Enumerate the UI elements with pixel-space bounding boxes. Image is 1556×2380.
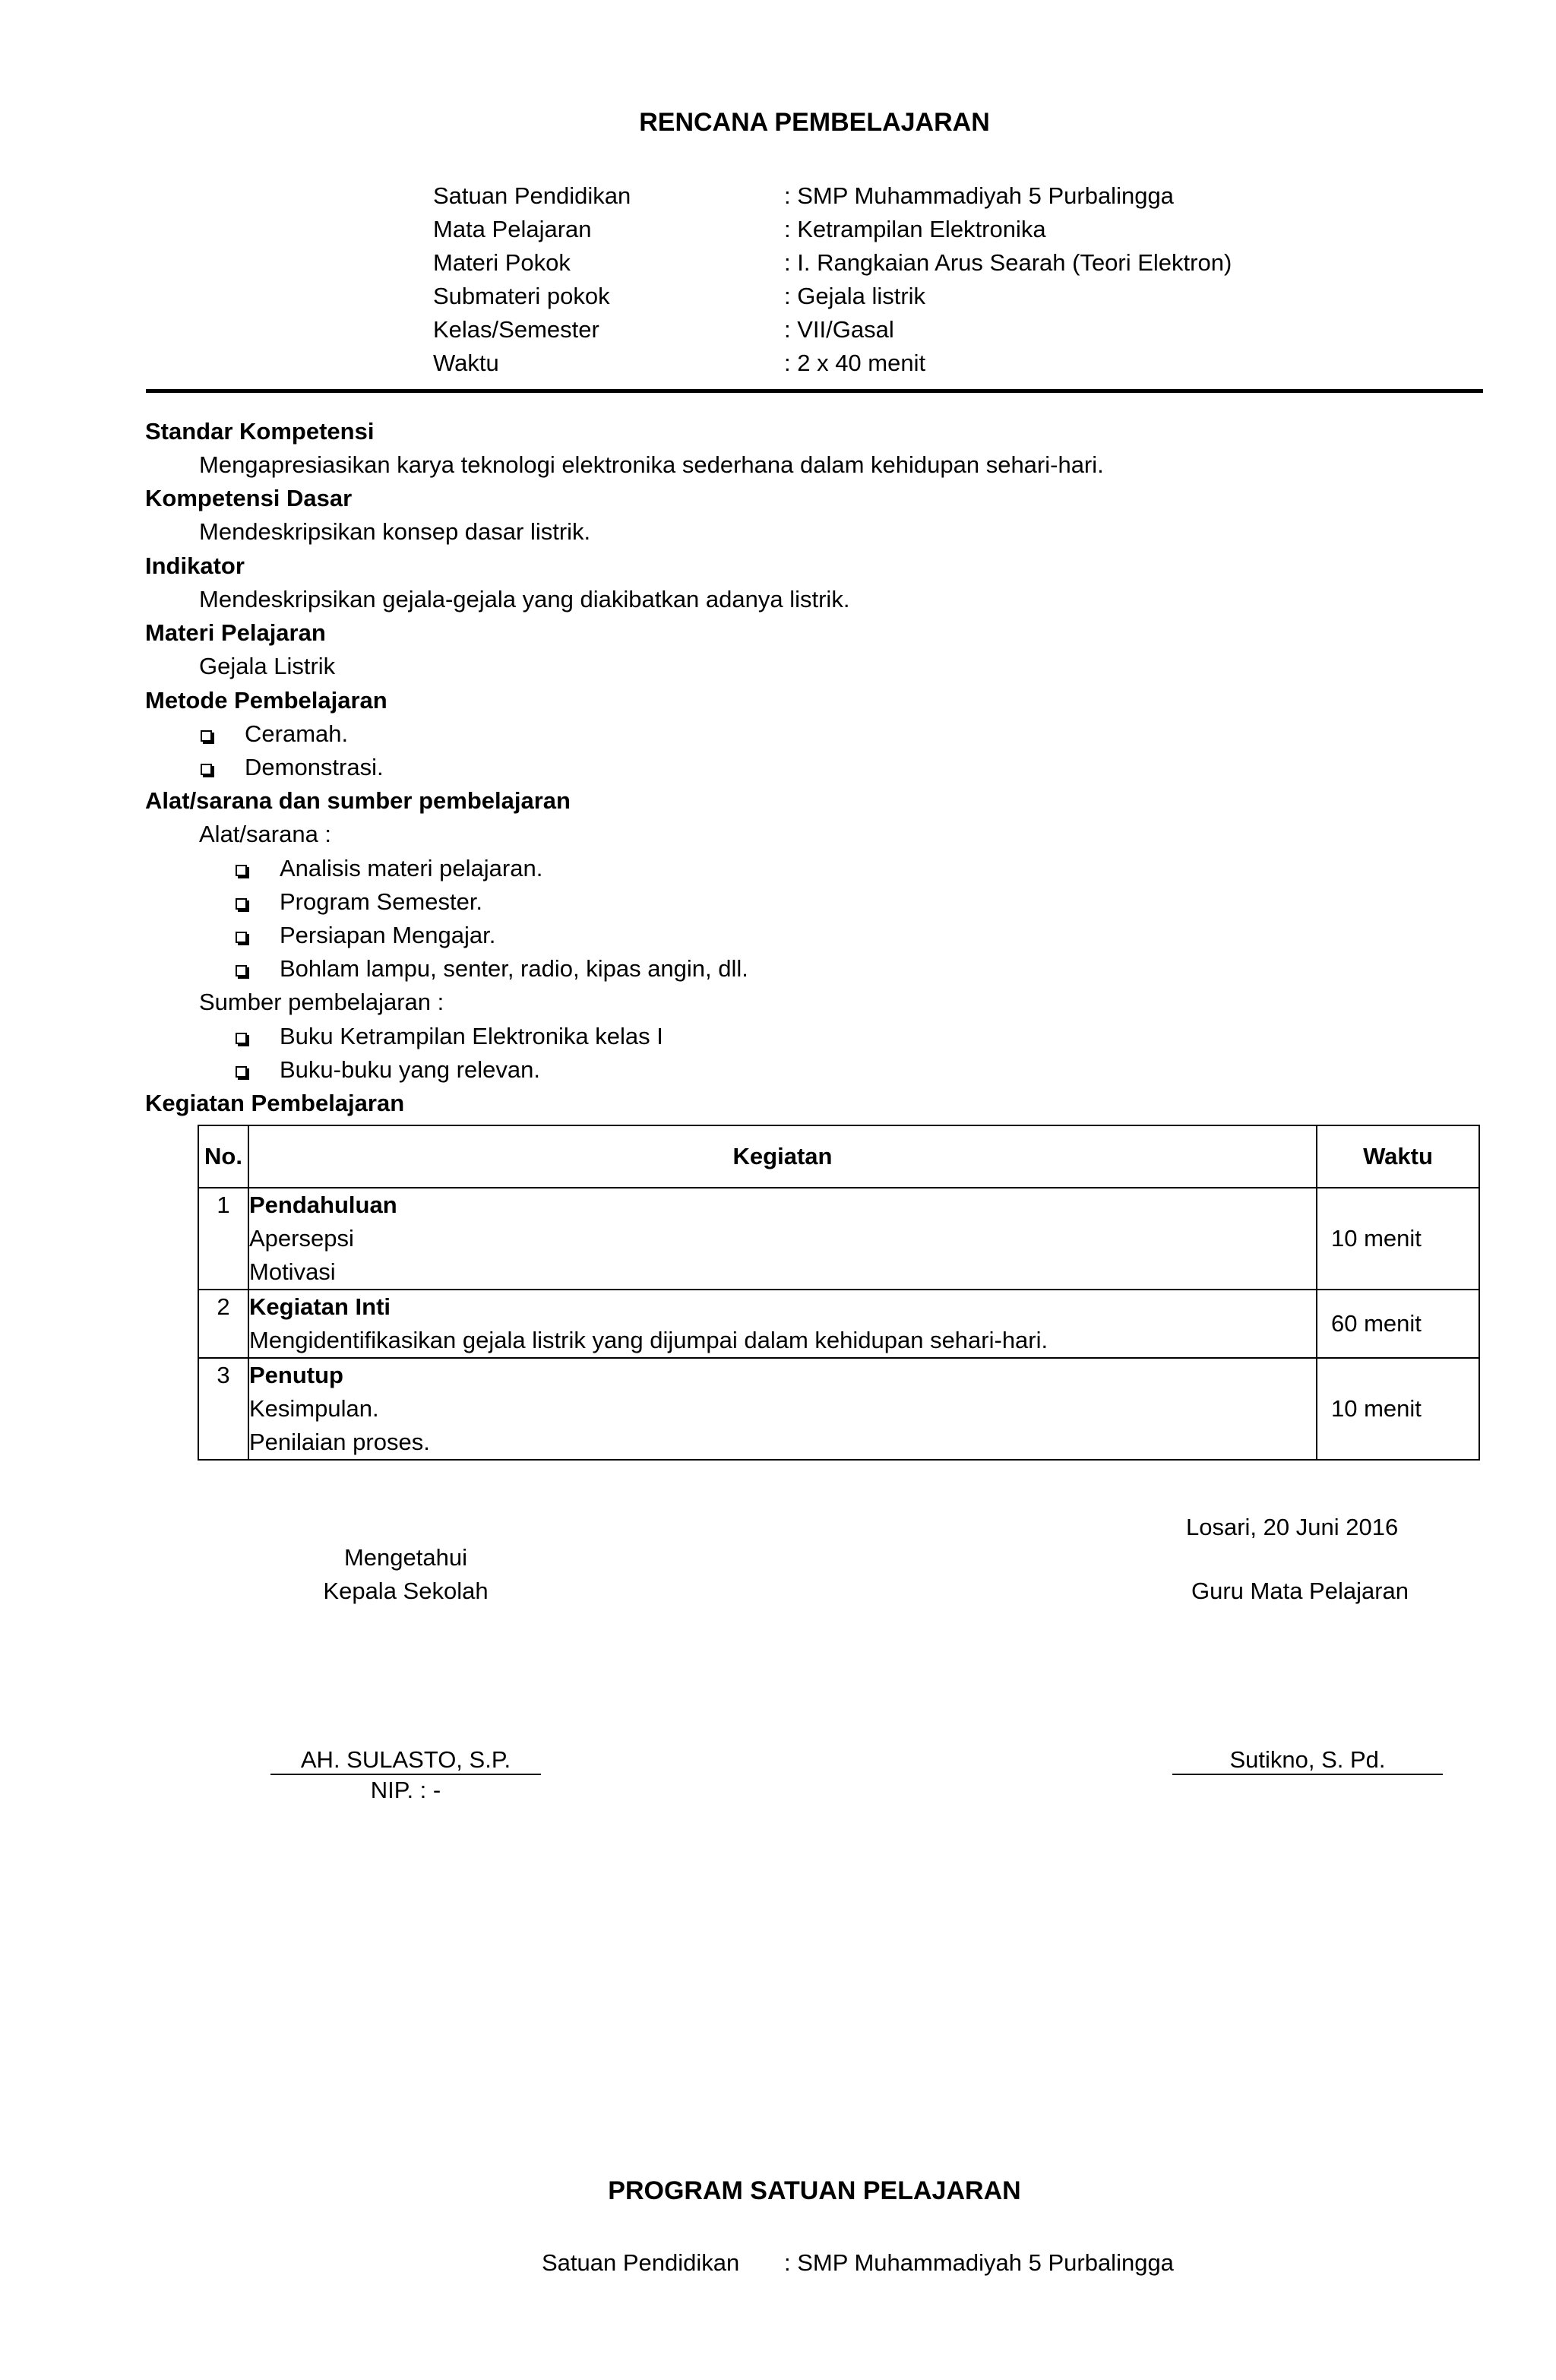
signature-left-underline	[270, 1774, 541, 1775]
row-number: 2	[198, 1290, 248, 1358]
page-title: RENCANA PEMBELAJARAN	[639, 108, 990, 137]
checkbox-bullet-icon	[236, 965, 247, 976]
row-line: Kesimpulan.	[249, 1395, 379, 1422]
heading-standar-kompetensi: Standar Kompetensi	[145, 418, 375, 445]
row-title: Pendahuluan	[249, 1192, 397, 1218]
heading-kegiatan-pembelajaran: Kegiatan Pembelajaran	[145, 1090, 405, 1116]
alat-item: Program Semester.	[280, 888, 483, 915]
next-page-label: Satuan Pendidikan	[542, 2249, 740, 2276]
kegiatan-table	[198, 1125, 1480, 1461]
row-waktu: 10 menit	[1317, 1358, 1479, 1460]
heading-alat-sarana-sumber: Alat/sarana dan sumber pembelajaran	[145, 787, 571, 814]
row-title: Kegiatan Inti	[249, 1293, 391, 1320]
kompetensi-dasar-text: Mendeskripsikan konsep dasar listrik.	[199, 518, 591, 545]
signature-left-line2: Kepala Sekolah	[323, 1578, 489, 1604]
heading-metode-pembelajaran: Metode Pembelajaran	[145, 687, 387, 714]
sumber-subheading: Sumber pembelajaran :	[199, 989, 444, 1015]
row-title: Penutup	[249, 1362, 343, 1388]
checkbox-bullet-icon	[201, 730, 212, 742]
checkbox-bullet-icon	[236, 898, 247, 910]
identity-value: : VII/Gasal	[784, 316, 894, 343]
row-kegiatan	[248, 1188, 1317, 1290]
identity-value: : Gejala listrik	[784, 283, 926, 309]
checkbox-bullet-icon	[236, 865, 247, 876]
alat-item: Bohlam lampu, senter, radio, kipas angin, dll.	[280, 955, 748, 982]
alat-item: Analisis materi pelajaran.	[280, 855, 543, 881]
row-kegiatan	[248, 1358, 1317, 1460]
identity-value: : SMP Muhammadiyah 5 Purbalingga	[784, 182, 1174, 209]
row-waktu: 10 menit	[1317, 1188, 1479, 1290]
place-date: Losari, 20 Juni 2016	[1186, 1514, 1399, 1540]
identity-label: Materi Pokok	[433, 249, 571, 276]
signature-right-name: Sutikno, S. Pd.	[1229, 1746, 1386, 1773]
header-no: No.	[198, 1125, 248, 1188]
identity-value: : I. Rangkaian Arus Searah (Teori Elektron)	[784, 249, 1232, 276]
metode-item: Demonstrasi.	[245, 754, 384, 780]
identity-value: : Ketrampilan Elektronika	[784, 216, 1046, 242]
heading-indikator: Indikator	[145, 552, 245, 579]
materi-pelajaran-text: Gejala Listrik	[199, 653, 336, 679]
identity-label: Satuan Pendidikan	[433, 182, 631, 209]
next-page-value: : SMP Muhammadiyah 5 Purbalingga	[784, 2249, 1174, 2276]
header-divider	[146, 389, 1483, 393]
indikator-text: Mendeskripsikan gejala-gejala yang diakibatkan adanya listrik.	[199, 586, 850, 612]
signature-left-nip: NIP. : -	[370, 1777, 441, 1803]
heading-kompetensi-dasar: Kompetensi Dasar	[145, 485, 353, 511]
identity-label: Waktu	[433, 350, 499, 376]
identity-label: Submateri pokok	[433, 283, 610, 309]
identity-label: Mata Pelajaran	[433, 216, 592, 242]
sumber-item: Buku Ketrampilan Elektronika kelas I	[280, 1023, 663, 1049]
identity-label: Kelas/Semester	[433, 316, 599, 343]
next-page-title: PROGRAM SATUAN PELAJARAN	[608, 2176, 1021, 2205]
table-row	[198, 1358, 1479, 1460]
row-number: 3	[198, 1358, 248, 1460]
alat-sarana-subheading: Alat/sarana :	[199, 821, 332, 847]
signature-left-line1: Mengetahui	[343, 1544, 467, 1571]
row-kegiatan	[248, 1290, 1317, 1358]
table-row	[198, 1290, 1479, 1358]
checkbox-bullet-icon	[236, 1033, 247, 1044]
checkbox-bullet-icon	[236, 932, 247, 943]
identity-value: : 2 x 40 menit	[784, 350, 926, 376]
table-row	[198, 1188, 1479, 1290]
metode-item: Ceramah.	[245, 720, 349, 747]
signature-left-name: AH. SULASTO, S.P.	[300, 1746, 511, 1773]
header-waktu: Waktu	[1317, 1125, 1479, 1188]
checkbox-bullet-icon	[201, 764, 212, 775]
row-number: 1	[198, 1188, 248, 1290]
row-line: Motivasi	[249, 1258, 336, 1285]
alat-item: Persiapan Mengajar.	[280, 922, 496, 948]
standar-kompetensi-text: Mengapresiasikan karya teknologi elektronika sederhana dalam kehidupan sehari-hari.	[199, 451, 1104, 478]
heading-materi-pelajaran: Materi Pelajaran	[145, 619, 326, 646]
signature-right-underline	[1172, 1774, 1443, 1775]
header-kegiatan: Kegiatan	[248, 1125, 1317, 1188]
table-header-row	[198, 1125, 1479, 1188]
row-line: Mengidentifikasikan gejala listrik yang dijumpai dalam kehidupan sehari-hari.	[249, 1327, 1048, 1353]
row-line: Penilaian proses.	[249, 1429, 430, 1455]
row-waktu: 60 menit	[1317, 1290, 1479, 1358]
sumber-item: Buku-buku yang relevan.	[280, 1056, 540, 1083]
checkbox-bullet-icon	[236, 1066, 247, 1078]
row-line: Apersepsi	[249, 1225, 354, 1252]
signature-right-title: Guru Mata Pelajaran	[1191, 1578, 1409, 1604]
